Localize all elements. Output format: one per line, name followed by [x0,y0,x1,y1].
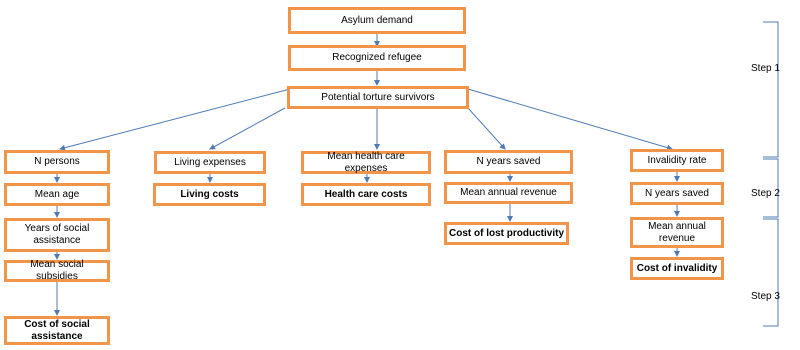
node-living-costs: Living costs [153,183,266,206]
node-years-social-assistance: Years of social assistance [4,218,110,252]
node-mean-social-subsidies: Mean social subsidies [4,260,110,282]
node-mean-health-care-expenses: Mean health care expenses [301,151,431,174]
arrow-survivors-to-years-saved [468,108,505,149]
node-n-years-saved-invalidity: N years saved [630,182,724,205]
node-asylum-demand: Asylum demand [288,7,466,34]
node-living-expenses: Living expenses [154,151,266,174]
step-2-label: Step 2 [751,188,780,199]
node-potential-torture-survivors: Potential torture survivors [287,86,469,109]
node-health-care-costs: Health care costs [301,183,431,206]
node-mean-annual-revenue-productivity: Mean annual revenue [444,182,573,204]
node-cost-of-lost-productivity: Cost of lost productivity [444,222,569,245]
step-1-label: Step 1 [751,63,780,74]
node-cost-of-invalidity: Cost of invalidity [630,257,724,280]
node-mean-annual-revenue-invalidity: Mean annual revenue [630,217,724,248]
step3-bracket [763,219,778,326]
arrow-survivors-to-living-expenses [210,108,285,149]
node-recognized-refugee: Recognized refugee [288,45,466,71]
arrow-survivors-to-npersons [60,89,290,149]
arrow-survivors-to-invalidity [468,89,672,149]
node-cost-social-assistance: Cost of social assistance [4,316,110,345]
node-n-years-saved-productivity: N years saved [444,150,573,174]
node-mean-age: Mean age [4,183,110,206]
node-n-persons: N persons [4,150,110,174]
step-3-label: Step 3 [751,291,780,302]
step1-bracket [763,22,778,157]
node-invalidity-rate: Invalidity rate [630,149,724,172]
